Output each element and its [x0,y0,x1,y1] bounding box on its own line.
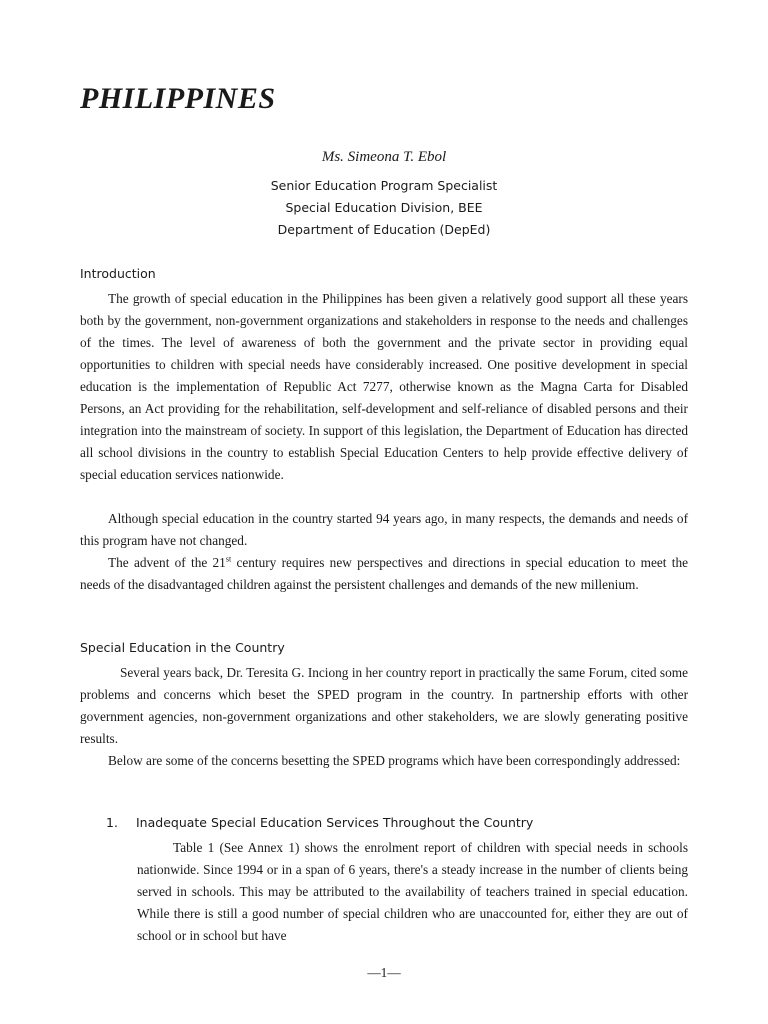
author-name: Ms. Simeona T. Ebol [321,149,447,165]
concern-item-1-title: Inadequate Special Education Services Throughout the Country [136,815,534,830]
author-division: Special Education Division, BEE [285,200,483,215]
page-number: —1— [367,965,401,980]
intro-paragraph-3-end: century requires new perspectives and directions in special education to meet the needs of the disadvantaged children against the persistent challenges and demands of the new millenium. [80,555,689,592]
concern-item-1-number: 1. [106,815,118,830]
section-heading-special-education: Special Education in the Country [80,640,285,655]
concern-item-1-text: Table 1 (See Annex 1) shows the enrolment report of children with special needs in schools nationwide. Since 1994 or in a span of 6 years, there's a steady increase in the number of clients being served in schools. This may be attributed to the availability of teachers trained in special education. While there is still a good number of special children who are unaccounted for, either they are out of school or in school but have [137,840,688,943]
concern-item-1-heading [106,815,533,830]
intro-paragraph-1: The growth of special education in the Philippines has been given a relatively good support all these years both by the government, non-government organizations and stakeholders in response to the needs and challenges of the times. The level of awareness of both the government and the private sector in providing equal opportunities to children with special needs have considerably increased. One positive development in special education is the implementation of Republic Act 7277, otherwise known as the Magna Carta for Disabled Persons, an Act providing for the rehabilitation, self-development and self-reliance of disabled persons and their integration into the mainstream of society. In support of this legislation, the Department of Education has directed all school divisions in the country to establish Special Education Centers to help provide effective delivery of special education services nationwide. [80,291,688,482]
author-position: Senior Education Program Specialist [270,178,498,193]
intro-paragraph-3 [80,552,688,596]
intro-paragraph-2: Although special education in the country started 94 years ago, in many respects, the demands and needs of this program have not changed. [80,511,688,548]
author-department: Department of Education (DepEd) [277,222,491,237]
sped-paragraph-1: Several years back, Dr. Teresita G. Inciong in her country report in practically the same Forum, cited some problems and concerns which beset the SPED program in the country. In partnership efforts with other government agencies, non-government organizations and other stakeholders, we are slowly generating positive results. [80,665,688,746]
document-title: PHILIPPINES [80,82,276,115]
ordinal-suffix: st [225,554,232,564]
section-heading-introduction: Introduction [80,266,156,281]
sped-paragraph-2: Below are some of the concerns besetting the SPED programs which have been correspondingly addressed: [108,753,681,768]
intro-paragraph-3-start: The advent of the 21 [108,555,226,570]
